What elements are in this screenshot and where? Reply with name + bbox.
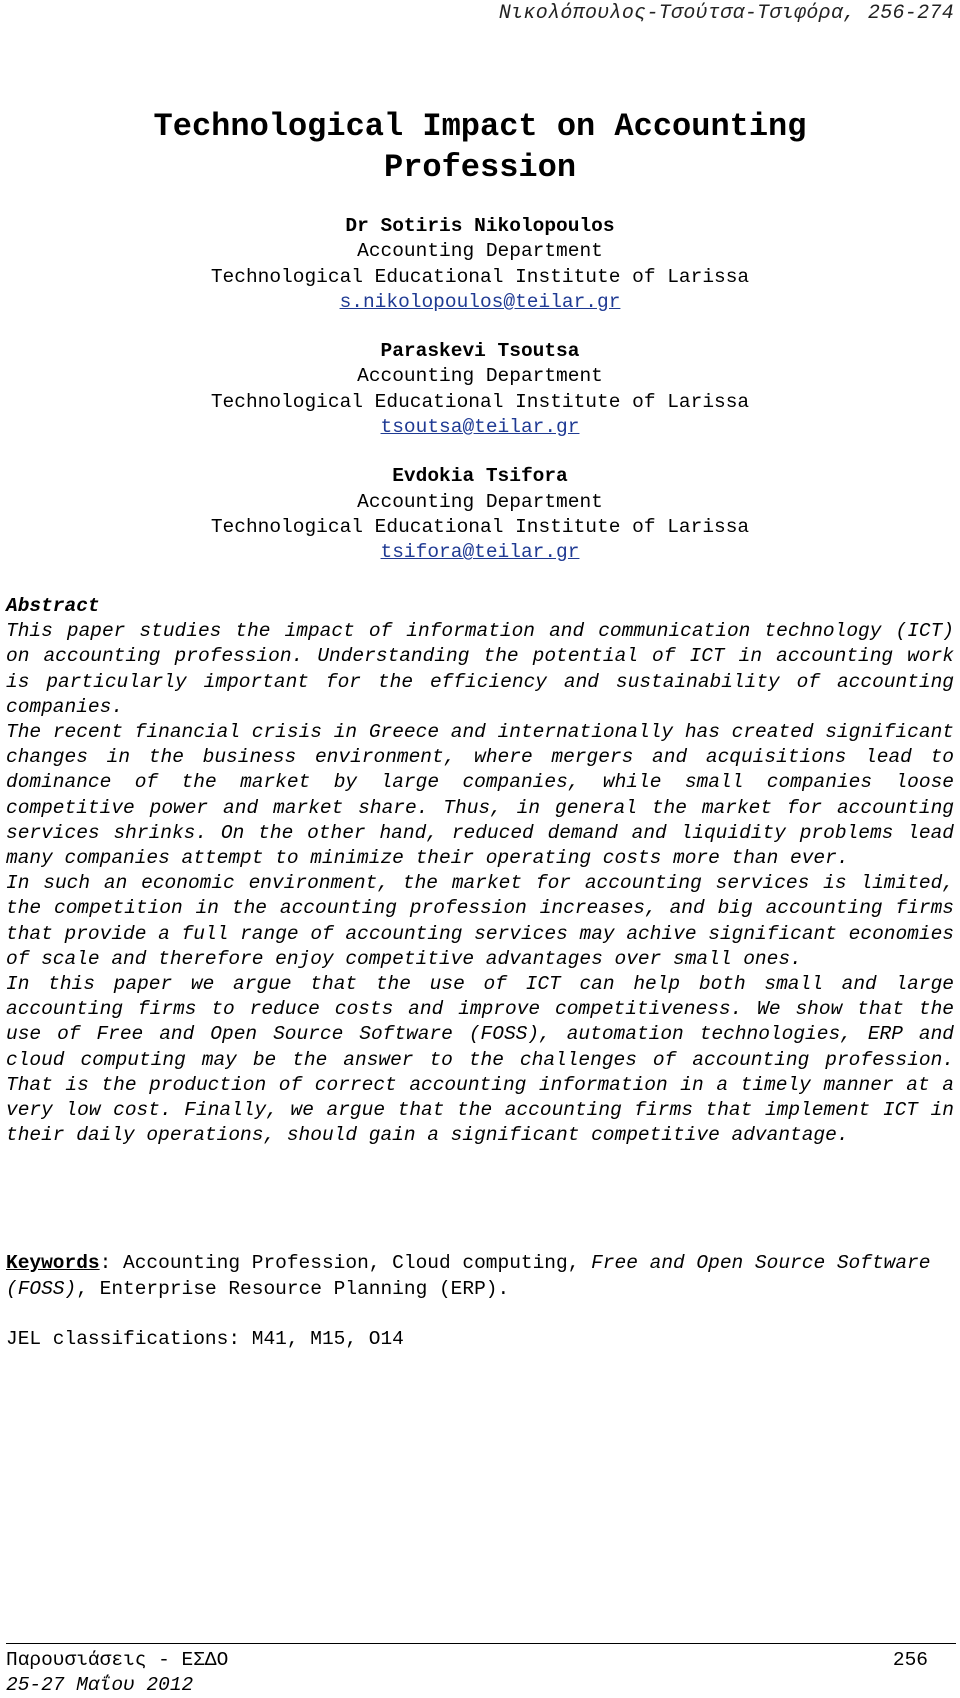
abstract-section — [6, 594, 954, 1148]
footer-left — [6, 1648, 228, 1698]
abstract-paragraph: This paper studies the impact of information and communication technology (ICT) on accounting profession. Understanding the potential of ICT in accounting work is particularly important for the efficiency and sustainability of accounting companies. — [6, 620, 954, 718]
author-institution: Technological Educational Institute of Larissa — [210, 390, 750, 413]
jel-classifications: JEL classifications: M41, M15, O14 — [6, 1328, 404, 1350]
author-email-link[interactable]: s.nikolopoulos@teilar.gr — [339, 290, 621, 313]
author-name: Dr Sotiris Nikolopoulos — [345, 215, 615, 237]
abstract-heading: Abstract — [6, 595, 100, 617]
footer-divider — [6, 1643, 956, 1644]
keywords-section — [6, 1251, 954, 1302]
paper-title — [0, 106, 960, 188]
author-name: Evdokia Tsifora — [392, 465, 568, 488]
keywords-italic-text: Free and Open Source Software (FOSS) — [6, 1252, 931, 1300]
author-block — [0, 464, 960, 565]
abstract-paragraph: In such an economic environment, the market for accounting services is limited, the competition in the accounting profession increases, and big accounting firms that provide a full range of accounting services may achive significant economies of scale and therefore enjoy competitive advantages over small ones. — [6, 872, 954, 970]
running-head: Νικολόπουλος-Τσούτσα-Τσιφόρα, 256-274 — [498, 2, 954, 25]
author-name: Paraskevi Tsoutsa — [380, 340, 580, 363]
author-list — [0, 214, 960, 590]
title-line-2: Profession — [383, 149, 577, 186]
footer-publication: Παρουσιάσεις - ΕΣΔΟ — [6, 1649, 229, 1671]
author-block — [0, 339, 960, 440]
author-email-link[interactable]: tsoutsa@teilar.gr — [380, 416, 580, 439]
author-institution: Technological Educational Institute of Larissa — [210, 265, 750, 288]
abstract-paragraph: The recent financial crisis in Greece and internationally has created significant changes in the business environment, where mergers and acquisitions lead to dominance of the market by large companies, while small companies loose competitive power and market share. Thus, in general the market for accounting services shrinks. On the other hand, reduced demand and liquidity problems lead many companies attempt to minimize their operating costs more than ever. — [6, 721, 954, 870]
footer-page-number: 256 — [892, 1649, 928, 1671]
abstract-paragraph: In this paper we argue that the use of ICT can help both small and large accounting firms to reduce costs and improve competitiveness. We show that the use of Free and Open Source Software (FOSS), automation technologies, ERP and cloud computing may be the answer to the challenges of accounting profession. That is the production of correct accounting information in a timely manner at a very low cost. Finally, we argue that the accounting firms that implement ICT in their daily operations, should gain a significant competitive advantage. — [6, 973, 954, 1147]
author-block — [0, 214, 960, 315]
keywords-text-end: , Enterprise Resource Planning (ERP). — [76, 1277, 510, 1300]
title-line-1: Technological Impact on Accounting — [153, 108, 807, 145]
author-department: Accounting Department — [357, 490, 603, 513]
keywords-label: Keywords — [6, 1252, 100, 1274]
author-department: Accounting Department — [357, 365, 603, 388]
author-email-link[interactable]: tsifora@teilar.gr — [380, 541, 580, 564]
keywords-colon: : — [99, 1252, 112, 1274]
keywords-text: Accounting Profession, Cloud computing, — [111, 1252, 592, 1274]
footer-date: 25-27 Μαΐου 2012 — [6, 1674, 194, 1696]
author-department: Accounting Department — [357, 240, 603, 263]
author-institution: Technological Educational Institute of Larissa — [210, 515, 750, 538]
